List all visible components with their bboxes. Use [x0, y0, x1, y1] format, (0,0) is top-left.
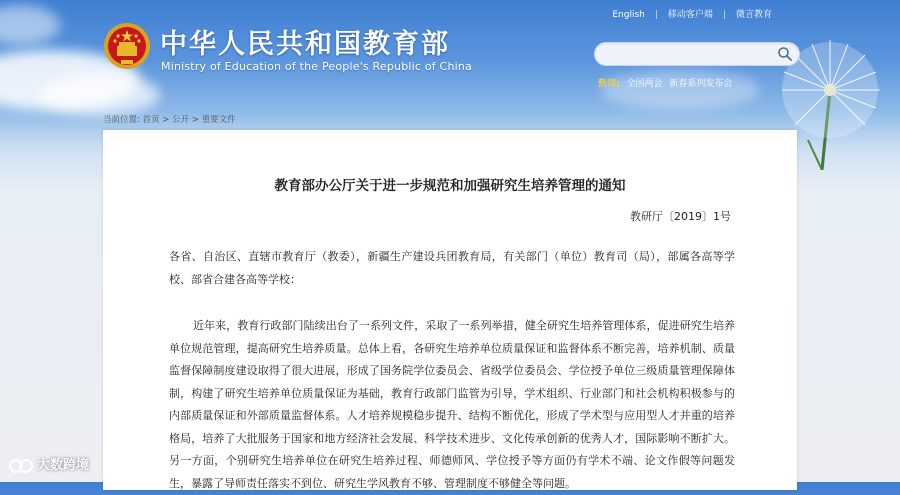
cloud-decoration	[0, 5, 60, 45]
site-title[interactable]: 中华人民共和国教育部	[160, 29, 450, 60]
breadcrumb-important-docs[interactable]: 重要文件	[201, 115, 236, 125]
document-number: 教研厅〔2019〕1号	[630, 210, 731, 223]
breadcrumb-prefix: 当前位置:	[103, 115, 140, 125]
hot-word-link[interactable]: 新春系列发布会	[669, 79, 733, 89]
watermark	[8, 454, 89, 474]
article-salutation: 各省、自治区、直辖市教育厅（教委），新疆生产建设兵团教育局，有关部门（单位）教育司（局），部属各高等学校、部省合建各高等学校：	[169, 250, 735, 286]
search-box	[594, 42, 800, 66]
search-input[interactable]	[605, 45, 779, 67]
site-subtitle: Ministry of Education of the People's Republic of China	[161, 60, 472, 73]
hot-words-label: 热词:	[598, 79, 620, 89]
mobile-client-link[interactable]: 移动客户端	[667, 10, 713, 20]
cloud-decoration	[40, 75, 160, 115]
watermark-logo-icon	[8, 458, 34, 474]
top-links	[602, 7, 782, 20]
hot-word-link[interactable]: 全国两会	[626, 79, 663, 89]
hot-words	[598, 76, 732, 89]
national-emblem-icon[interactable]	[103, 22, 151, 70]
link-separator: |	[722, 10, 726, 20]
search-icon[interactable]	[777, 46, 793, 62]
breadcrumb-home[interactable]: 首页	[142, 115, 160, 125]
link-separator: |	[654, 10, 658, 20]
watermark-text: 大数跨境	[37, 458, 90, 473]
breadcrumb	[103, 113, 236, 125]
article-title: 教育部办公厅关于进一步规范和加强研究生培养管理的通知	[274, 178, 626, 194]
weiyan-education-link[interactable]: 微言教育	[735, 10, 772, 20]
breadcrumb-separator: >	[162, 115, 170, 125]
breadcrumb-public[interactable]: 公开	[172, 115, 190, 125]
english-link[interactable]: English	[612, 10, 645, 20]
article-panel	[103, 130, 797, 490]
article-paragraph: 近年来，教育行政部门陆续出台了一系列文件，采取了一系列举措，健全研究生培养管理体系，促进研究生培养单位规范管理，提高研究生培养质量。总体上看，各研究生培养单位质量保证和监督体系不断完善，培养机制、质量监督保障制度建设取得了很大进展，形成了国务院学位委员会、省级学位委员会、学位授予单位三级质量管理保障体制，构建了研究生培养单位质量保证为基础，教育行政部门监管为引导，学术组织、行业部门和社会机构积极参与的内部质量保证和外部质量监督体系。人才培养规模稳步提升、结构不断优化，形成了学术型与应用型人才并重的培养格局，培养了大批服务于国家和地方经济社会发展、科学技术进步、文化传承创新的优秀人才，国际影响不断扩大。另一方面，个别研究生培养单位在研究生培养过程、师德师风、学位授予等方面仍有学术不端、论文作假等问题发生，暴露了导师责任落实不到位、研究生学风教育不够、管理制度不够健全等问题。	[169, 319, 735, 490]
breadcrumb-separator: >	[191, 115, 199, 125]
